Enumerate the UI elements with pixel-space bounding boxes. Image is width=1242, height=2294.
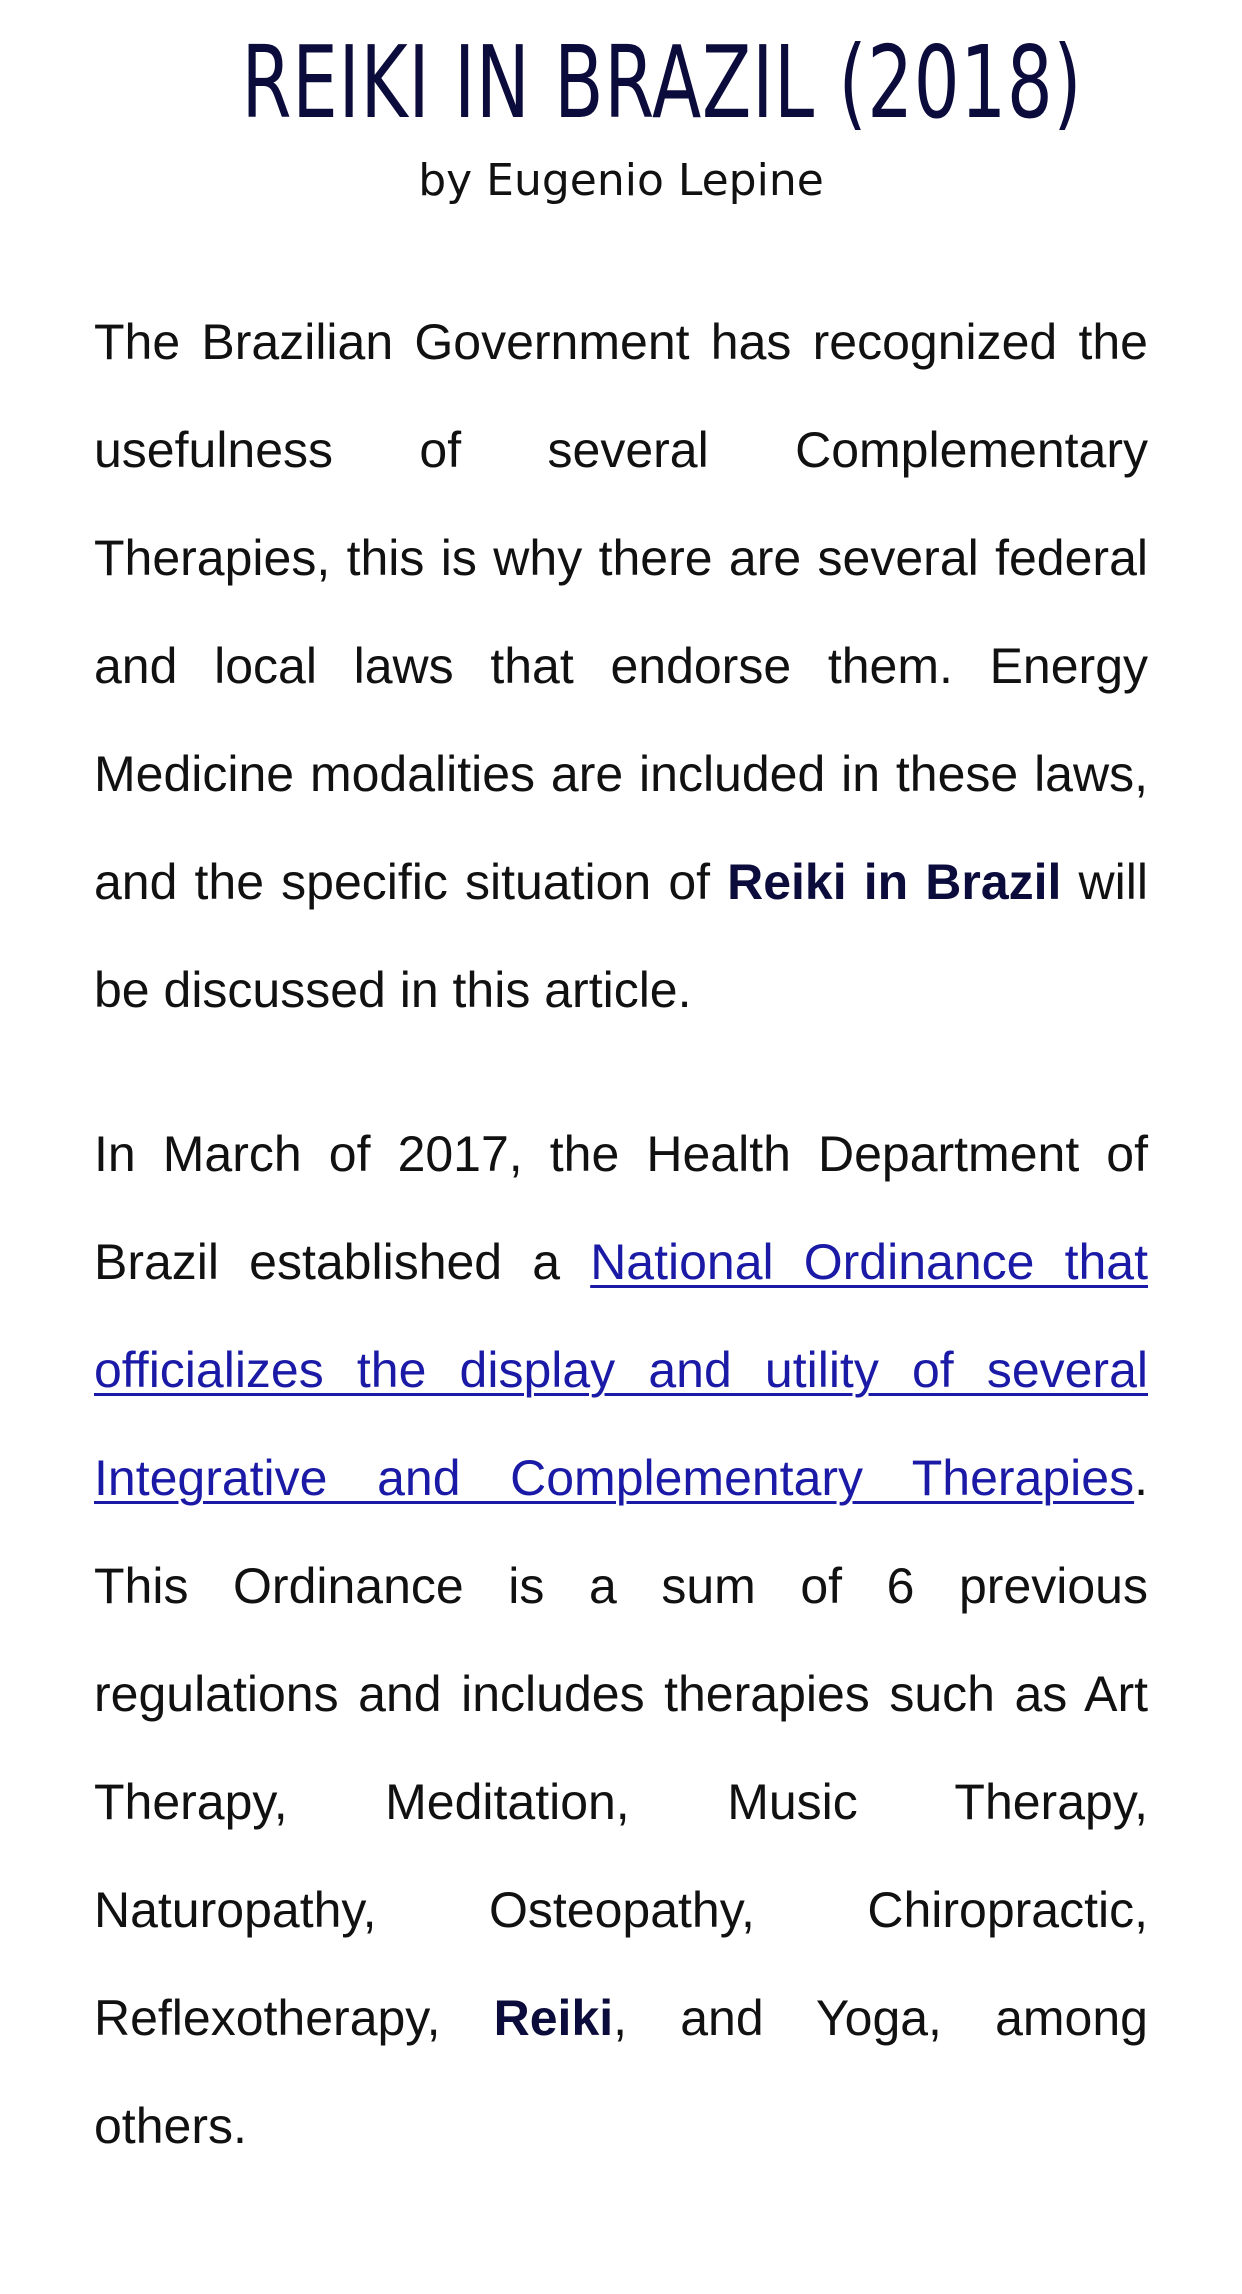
reiki-in-brazil-bold: Reiki in Brazil: [727, 854, 1062, 910]
paragraph-intro: [94, 288, 1148, 1044]
national-ordinance-link[interactable]: National Ordinance that officializes the display and utility of several Integrative and Complementary Therapies: [94, 1234, 1148, 1506]
article-title: REIKI IN BRAZIL (2018): [241, 24, 1083, 141]
paragraph-ordinance-text-end: , and Yoga, among others.: [94, 1990, 1148, 2154]
reiki-bold: Reiki: [493, 1990, 614, 2046]
paragraph-ordinance-text-start: In March of 2017, the Health Department of Brazil established a: [94, 1126, 1148, 1290]
paragraph-ordinance-text-middle: . This Ordinance is a sum of 6 previous regulations and includes therapies such as Art Therapy, Meditation, Music Therapy, Naturopathy, Osteopathy, Chiropractic, Reflexotherapy,: [94, 1450, 1148, 2046]
paragraph-intro-text-end: will be discussed in this article.: [94, 854, 1148, 1018]
paragraph-intro-text-start: The Brazilian Government has recognized the usefulness of several Complementary Therapies, this is why there are several federal and local laws that endorse them. Energy Medicine modalities are included in these laws, and the specific situation of: [94, 314, 1148, 910]
article-byline: by Eugenio Lepine: [418, 155, 824, 206]
paragraph-ordinance: [94, 1100, 1148, 2180]
